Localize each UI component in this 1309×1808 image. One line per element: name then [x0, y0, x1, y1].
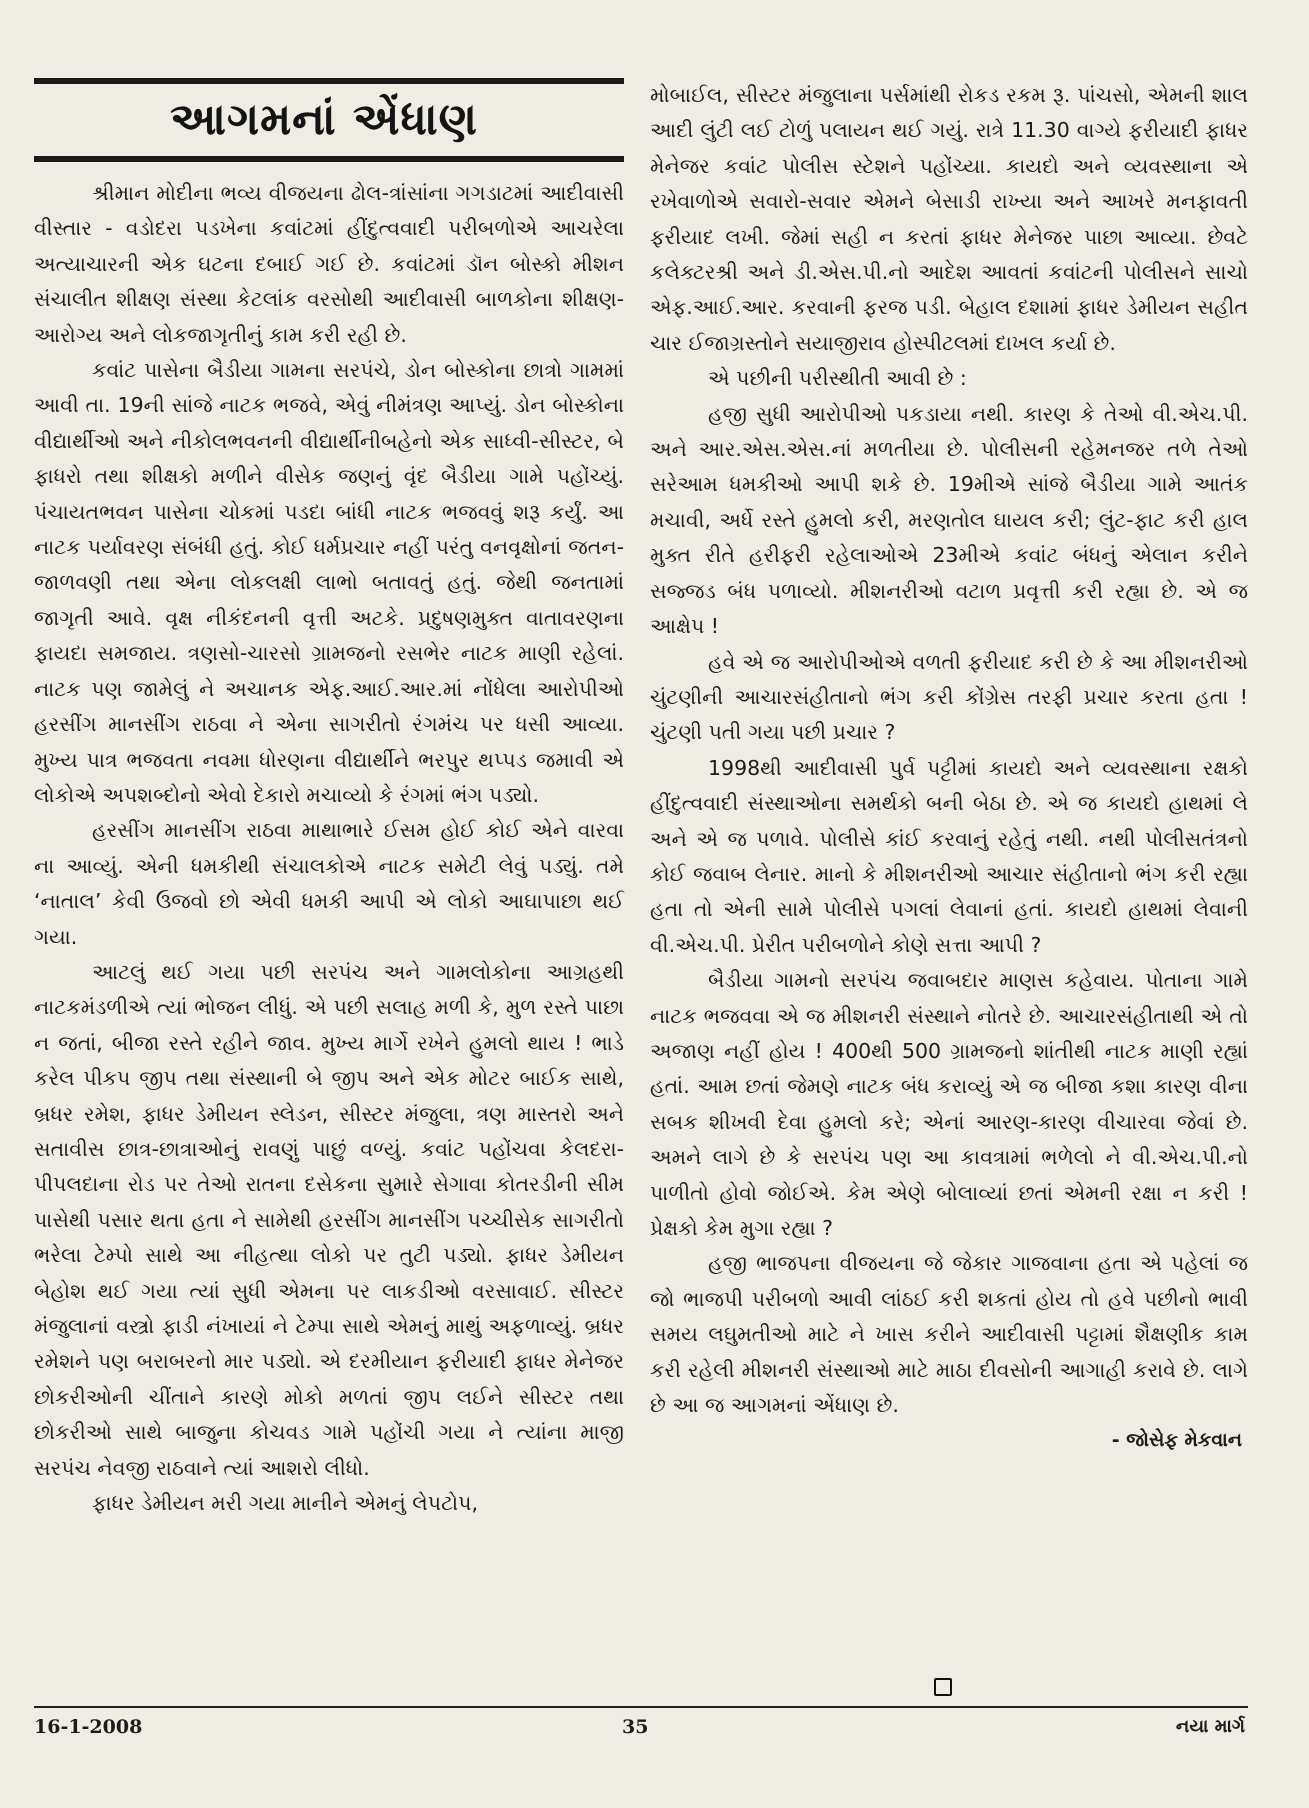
left-column — [34, 78, 624, 1521]
right-paragraph: હજી ભાજપના વીજયના જે જેકાર ગાજવાના હતા એ પહેલાં જ જો ભાજપી પરીબળો આવી લાંઠઈ કરી શકતાં હોય તો હવે પછીનો ભાવી સમય લઘુમતીઓ માટે ને ખાસ કરીને આદીવાસી પટ્ટામાં શૈક્ષણીક કામ કરી રહેલી મીશનરી સંસ્થાઓ માટે માઠા દીવસોની આગાહી કરાવે છે. લાગે છે આ જ આગમનાં એંધાણ છે. — [650, 1251, 1248, 1418]
square-end-mark-icon — [934, 1678, 952, 1696]
issue-date: 16-1-2008 — [34, 1716, 143, 1738]
right-paragraph: બૈડીયા ગામનો સરપંચ જવાબદાર માણસ કહેવાય. પોતાના ગામે નાટક ભજવવા એ જ મીશનરી સંસ્થાને નોતરે છે. આચારસંહીતાથી એ તો અજાણ નહીં હોય ! 400થી 500 ગ્રામજનો શાંતીથી નાટક માણી રહ્યાં હતાં. આમ છતાં જેમણે નાટક બંધ કરાવ્યું એ જ બીજા કશા કારણ વીના સબક શીખવી દેવા હુમલો કરે; એનાં આરણ-કારણ વીચારવા જેવાં છે. અમને લાગે છે કે સરપંચ પણ આ કાવત્રામાં ભળેલો ને વી.એચ.પી.નો પાળીતો હોવો જોઈએ. કેમ એણે બોલાવ્યાં છતાં એમની રક્ષા ન કરી ! પ્રેક્ષકો કેમ મુગા રહ્યા ? — [650, 968, 1248, 1240]
author-byline: - જોસેફ મેકવાન — [1111, 1429, 1242, 1452]
right-paragraph: એ પછીની પરીસ્થીતી આવી છે : — [708, 366, 967, 391]
left-paragraph: કવાંટ પાસેના બૈડીયા ગામના સરપંચે, ડોન બોસ્કોના છાત્રો ગામમાં આવી તા. 19ની સાંજે નાટક ભજવે, એવું નીમંત્રણ આપ્યું. ડોન બોસ્કોના વીદ્યાર્થીઓ અને નીકોલભવનની વીદ્યાર્થીનીબહેનો એક સાધ્વી-સીસ્ટર, બે ફાધરો તથા શીક્ષકો મળીને વીસેક જણનું વૃંદ બૈડીયા ગામે પહોંચ્યું. પંચાયતભવન પાસેના ચોકમાં પડદા બાંધી નાટક ભજવવું શરૂ કર્યું. આ નાટક પર્યાવરણ સંબંધી હતું. કોઈ ધર્મપ્રચાર નહીં પરંતુ વનવૃક્ષોનાં જતન-જાળવણી તથા એના લોકલક્ષી લાભો બતાવતું હતું. જેથી જનતામાં જાગૃતી આવે. વૃક્ષ નીકંદનની વૃત્તી અટકે. પ્રદુષણમુક્ત વાતાવરણના ફાયદા સમજાય. ત્રણસો-ચારસો ગ્રામજનો રસભેર નાટક માણી રહેલાં. નાટક પણ જામેલું ને અચાનક એફ.આઈ.આર.માં નોંધેલા આરોપીઓ હરસીંગ માનસીંગ રાઠવા ને એના સાગરીતો રંગમંચ પર ધસી આવ્યા. મુખ્ય પાત્ર ભજવતા નવમા ધોરણના વીદ્યાર્થીને ભરપુર થપ્પડ જમાવી એ લોકોએ અપશબ્દોનો એવો દેકારો મચાવ્યો કે રંગમાં ભંગ પડ્યો. — [34, 358, 624, 807]
right-paragraph: 1998થી આદીવાસી પુર્વ પટ્ટીમાં કાયદો અને વ્યવસ્થાના રક્ષકો હીંદુત્વવાદી સંસ્થાઓના સમર્થકો બની બેઠા છે. એ જ કાયદો હાથમાં લે અને એ જ પળાવે. પોલીસે કાંઈ કરવાનું રહેતું નથી. નથી પોલીસતંત્રનો કોઈ જવાબ લેનાર. માનો કે મીશનરીઓ આચાર સંહીતાનો ભંગ કરી રહ્યા હતા તો એની સામે પોલીસે પગલાં લેવાનાં હતાં. કાયદો હાથમાં લેવાની વી.એચ.પી. પ્રેરીત પરીબળોને કોણે સત્તા આપી ? — [650, 755, 1248, 957]
right-paragraph: હવે એ જ આરોપીઓએ વળતી ફરીયાદ કરી છે કે આ મીશનરીઓ ચુંટણીની આચારસંહીતાનો ભંગ કરી કોંગ્રેસ તરફી પ્રચાર કરતા હતા ! ચુંટણી પતી ગયા પછી પ્રચાર ? — [650, 649, 1248, 745]
left-paragraph: આટલું થઈ ગયા પછી સરપંચ અને ગામલોકોના આગ્રહથી નાટકમંડળીએ ત્યાં ભોજન લીધું. એ પછી સલાહ મળી કે, મુળ રસ્તે પાછા ન જતાં, બીજા રસ્તે રહીને જાવ. મુખ્ય માર્ગે રખેને હુમલો થાય ! ભાડે કરેલ પીકપ જીપ તથા સંસ્થાની બે જીપ અને એક મોટર બાઈક સાથે, બ્રધર રમેશ, ફાધર ડેમીયન સ્લેડન, સીસ્ટર મંજુલા, ત્રણ માસ્તરો અને સતાવીસ છાત્ર-છાત્રાઓનું રાવણું પાછું વળ્યું. કવાંટ પહોંચવા કેલદરા-પીપલદાના રોડ પર તેઓ રાતના દસેકના સુમારે સેગાવા કોતરડીની સીમ પાસેથી પસાર થતા હતા ને સામેથી હરસીંગ માનસીંગ પચ્ચીસેક સાગરીતો ભરેલા ટેમ્પો સાથે આ નીહત્થા લોકો પર તુટી પડ્યો. ફાધર ડેમીયન બેહોશ થઈ ગયા ત્યાં સુધી એમના પર લાકડીઓ વરસાવાઈ. સીસ્ટર મંજુલાનાં વસ્ત્રો ફાડી નંખાયાં ને ટેમ્પા સાથે એમનું માથું અફળાવ્યું. બ્રધર રમેશને પણ બરાબરનો માર પડ્યો. એ દરમીયાન ફરીયાદી ફાધર મેનેજર છોકરીઓની ચીંતાને કારણે મોકો મળતાં જીપ લઈને સીસ્ટર તથા છોકરીઓ સાથે બાજુના કોચવડ ગામે પહોંચી ગયા ને ત્યાંના માજી સરપંચ નેવજી રાઠવાને ત્યાં આશરો લીધો. — [34, 959, 624, 1480]
right-paragraph-continued: મોબાઈલ, સીસ્ટર મંજુલાના પર્સમાંથી રોકડ રકમ રૂ. પાંચસો, એમની શાલ આદી લુંટી લઈ ટોળું પલાયન થઈ ગયું. રાત્રે 11.30 વાગ્યે ફરીયાદી ફાધર મેનેજર કવાંટ પોલીસ સ્ટેશને પહોંચ્યા. કાયદો અને વ્યવસ્થાના એ રખેવાળોએ સવારો-સવાર એમને બેસાડી રાખ્યા અને આખરે મનફાવતી ફરીયાદ લખી. જેમાં સહી ન કરતાં ફાધર મેનેજર પાછા આવ્યા. છેવટે કલેક્ટરશ્રી અને ડી.એસ.પી.નો આદેશ આવતાં કવાંટની પોલીસને સાચો એફ.આઈ.આર. કરવાની ફરજ પડી. બેહાલ દશામાં ફાધર ડેમીયન સહીત ચાર ઈજાગ્રસ્તોને સયાજીરાવ હોસ્પીટલમાં દાખલ કર્યા છે. — [650, 83, 1248, 355]
left-body — [34, 176, 624, 1521]
footer-rule — [34, 1706, 1248, 1708]
right-column — [650, 78, 1248, 1451]
right-paragraph: હજી સુધી આરોપીઓ પકડાયા નથી. કારણ કે તેઓ વી.એચ.પી. અને આર.એસ.એસ.નાં મળતીયા છે. પોલીસની રહેમનજર તળે તેઓ સરેઆમ ધમકીઓ આપી શકે છે. 19મીએ સાંજે બૈડીયા ગામે આતંક મચાવી, અર્ધે રસ્તે હુમલો કરી, મરણતોલ ઘાયલ કરી; લુંટ-ફાટ કરી હાલ મુક્ત રીતે હરીફરી રહેલાઓએ 23મીએ કવાંટ બંધનું એલાન કરીને સજ્જડ બંધ પળાવ્યો. મીશનરીઓ વટાળ પ્રવૃત્તી કરી રહ્યા છે. એ જ આક્ષેપ ! — [650, 401, 1248, 639]
left-paragraph: ફાધર ડેમીયન મરી ગયા માનીને એમનું લેપટોપ, — [92, 1491, 478, 1516]
left-paragraph: હરસીંગ માનસીંગ રાઠવા માથાભારે ઈસમ હોઈ કોઈ એને વારવા ના આવ્યું. એની ધમકીથી સંચાલકોએ નાટક સમેટી લેવું પડ્યું. તમે ‘નાતાલ’ કેવી ઉજવો છો એવી ધમકી આપી એ લોકો આઘાપાછા થઈ ગયા. — [34, 818, 624, 949]
page-number: 35 — [622, 1716, 649, 1738]
left-paragraph: શ્રીમાન મોદીના ભવ્ય વીજયના ઢોલ-ત્રાંસાંના ગગડાટમાં આદીવાસી વીસ્તાર - વડોદરા પડખેના કવાંટમાં હીંદુત્વવાદી પરીબળોએ આચરેલા અત્યાચારની એક ઘટના દબાઈ ગઈ છે. કવાંટમાં ડૉન બોસ્કો મીશન સંચાલીત શીક્ષણ સંસ્થા કેટલાંક વરસોથી આદીવાસી બાળકોના શીક્ષણ-આરોગ્ય અને લોકજાગૃતીનું કામ કરી રહી છે. — [34, 181, 624, 347]
magazine-name: નયા માર્ગ — [1175, 1716, 1245, 1737]
article-title: આગમનાં એંધાણ — [170, 94, 478, 145]
title-rule-bottom — [34, 156, 624, 162]
